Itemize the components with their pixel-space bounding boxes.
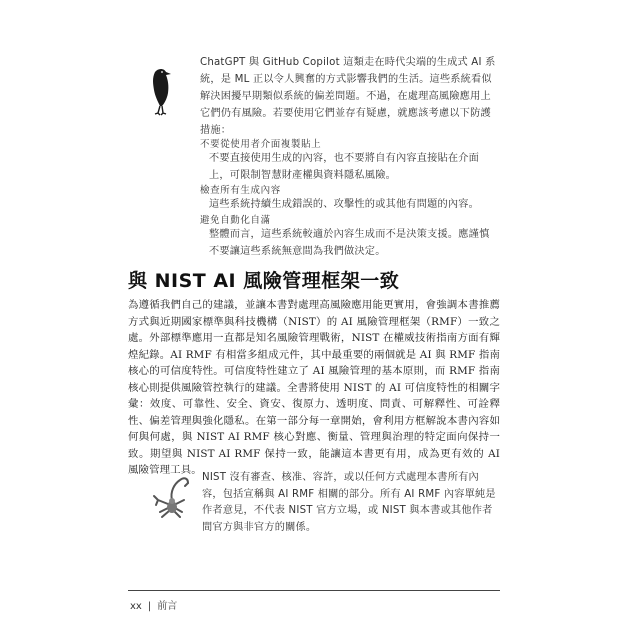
tip-def-1: 不要直接使用生成的內容，也不要將自有內容直接貼在介面上，可限制智慧財產權與資料隱私風險。 [209, 153, 480, 181]
crow-icon [146, 66, 176, 116]
tip-def-2: 這些系統持續生成錯誤的、攻擊性的或其他有問題的內容。 [209, 199, 480, 210]
footer-separator: | [147, 601, 152, 612]
tip-def-3: 整體而言，這些系統較適於內容生成而不是決策支援。應謹慎不要讓這些系統無意間為我們做決定。 [209, 229, 490, 257]
tip-term-1: 不要從使用者介面複製貼上 [200, 139, 322, 150]
tip-term-3: 避免自動化自滿 [200, 215, 271, 226]
page-footer [130, 597, 177, 612]
page-number: xx [130, 601, 142, 612]
scorpion-icon [150, 470, 194, 522]
chapter-name: 前言 [157, 601, 178, 612]
tip-intro-text: ChatGPT 與 GitHub Copilot 這類走在時代尖端的生成式 AI 系統，是 ML 正以令人興奮的方式影響我們的生活。這些系統看似解決困擾早期類似系統的偏差問題。不過，在處理高風險應用上它們仍有風險。若要使用它們並存有疑慮，就應該考慮以下防護措施： [200, 57, 496, 136]
footer-rule [128, 590, 500, 591]
section-title: 與 NIST AI 風險管理框架一致 [128, 270, 400, 292]
section-body: 為遵循我們自己的建議，並讓本書對處理高風險應用能更實用，會強調本書推薦方式與近期國家標準與科技機構（NIST）的 AI 風險管理框架（RMF）一致之處。外部標準應用一直都是知名風險管理戰術，NIST 在權威技術指南方面有輝煌紀錄。AI RMF 有相當多組成元件，其中最重要的兩個就是 AI 與 RMF 指南核心的可信度特性。可信度特性建立了 AI 風險管理的基本原則，而 RMF 指南核心則提供風險管控執行的建議。全書將使用 NIST 的 AI 可信度特性的相關字彙：效度、可靠性、安全、資安、復原力、透明度、問責、可解釋性、可詮釋性、偏差管理與強化隱私。在第一部分每一章開始，會利用方框解說本書內容如何與何處，與 NIST AI RMF 核心對應、衡量、管理與治理的特定面向保持一致。期望與 NIST AI RMF 保持一致，能讓這本書更有用，成為更有效的 AI 風險管理工具。 [128, 299, 500, 476]
tip-term-2: 檢查所有生成內容 [200, 185, 281, 196]
note-text: NIST 沒有審查、核准、容許，或以任何方式處理本書所有內容，包括宣稱與 AI RMF 相關的部分。所有 AI RMF 內容單純是作者意見，不代表 NIST 官方立場，或 NIST 與本書或其他作者間官方與非官方的關係。 [202, 472, 496, 533]
